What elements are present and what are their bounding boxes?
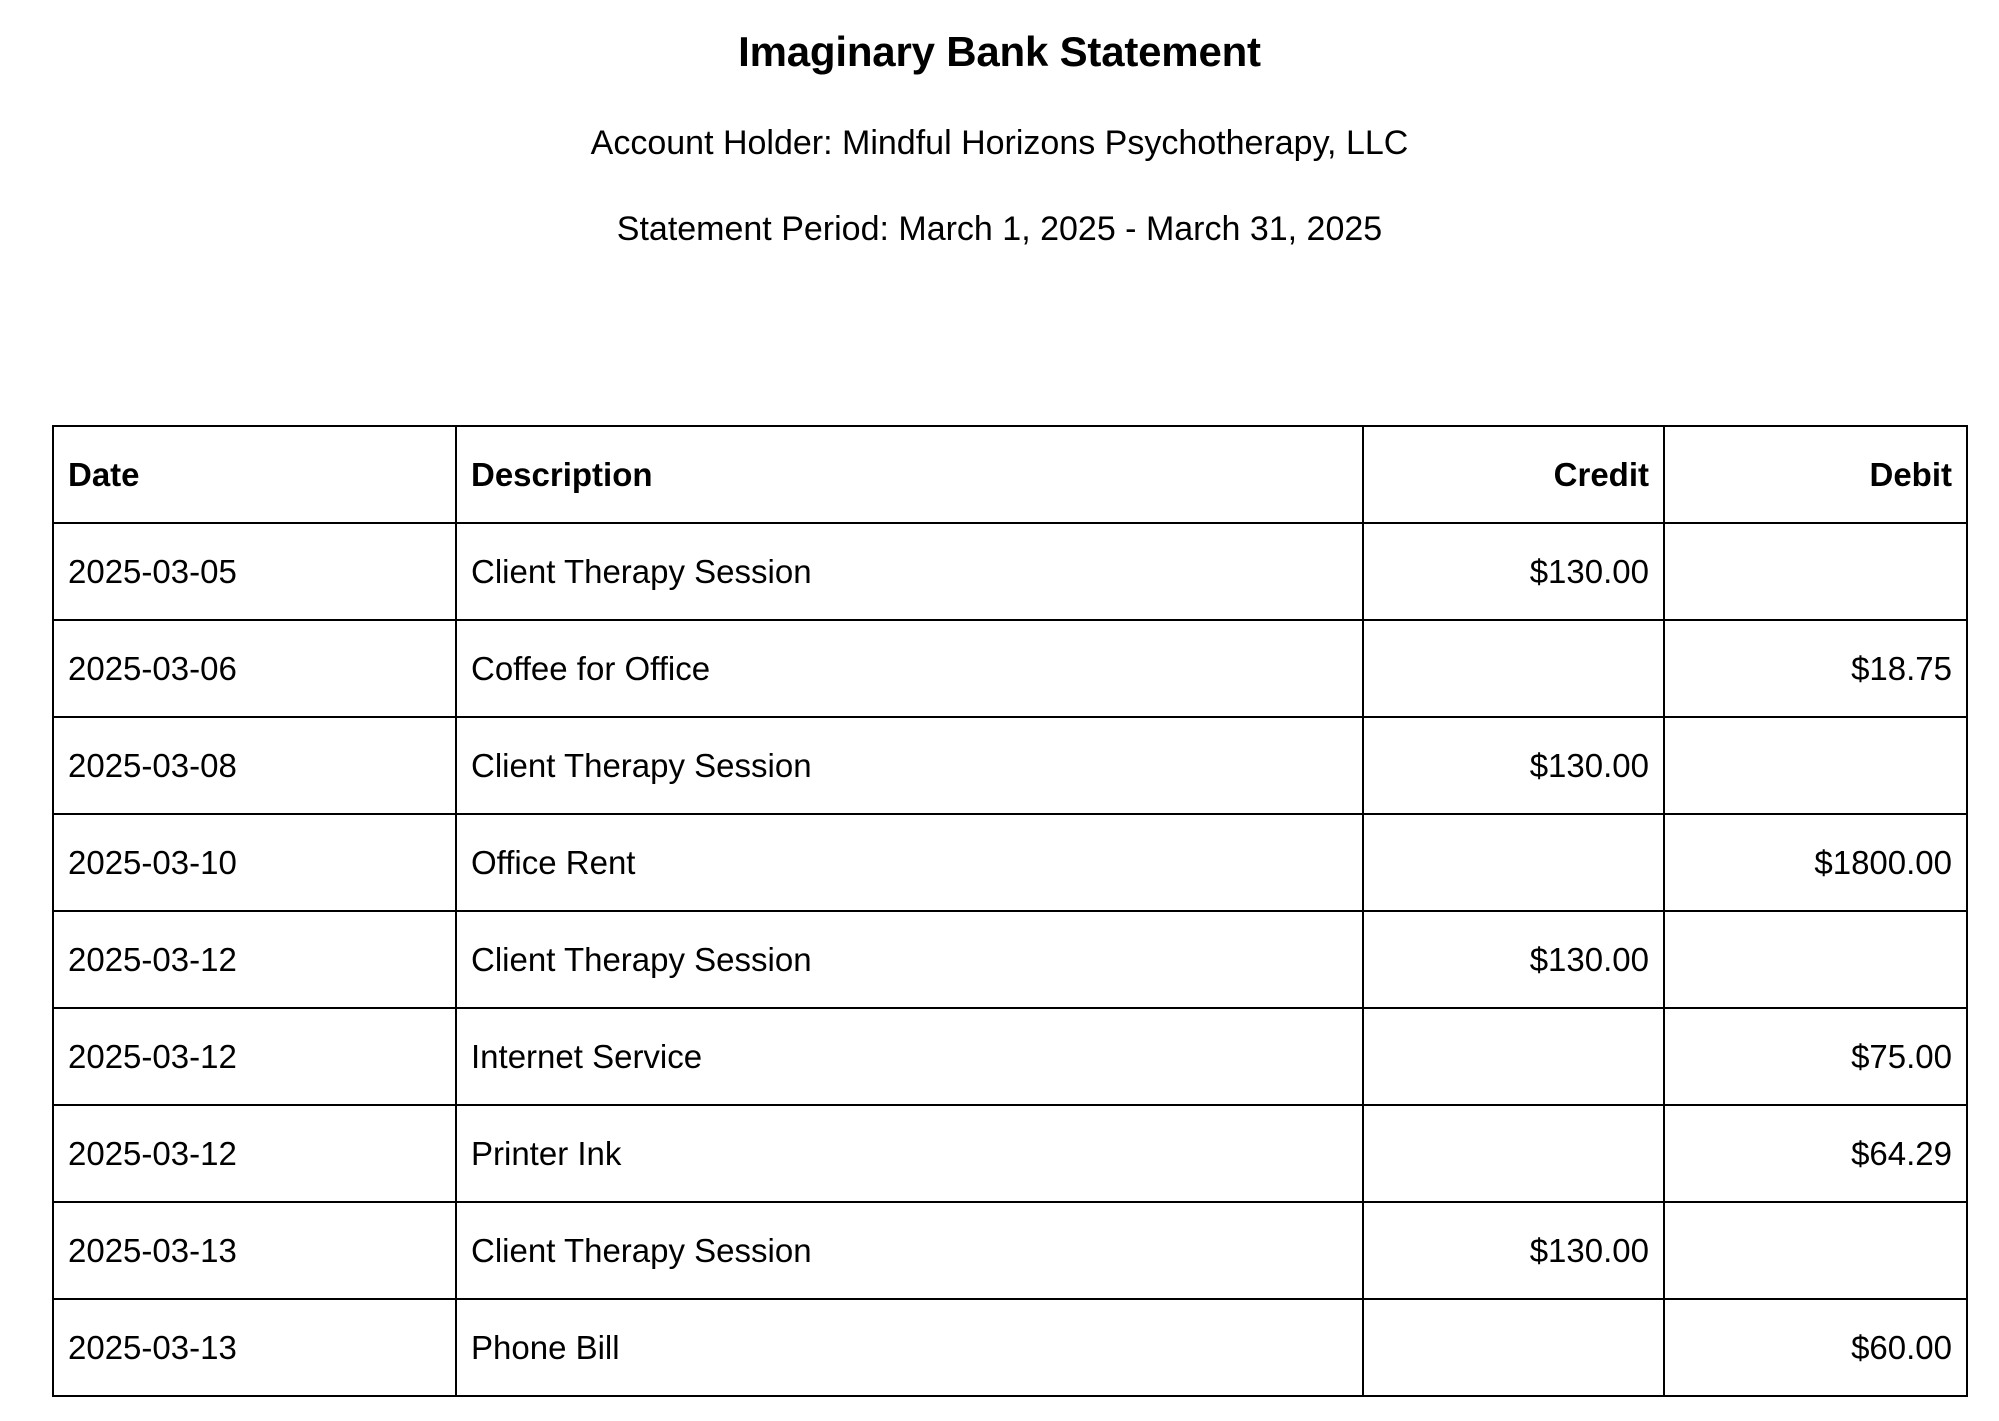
cell-date: 2025-03-10 — [53, 814, 456, 911]
table-row — [53, 1105, 1967, 1202]
cell-debit — [1664, 523, 1967, 620]
cell-date: 2025-03-12 — [53, 1008, 456, 1105]
cell-credit: $130.00 — [1363, 523, 1664, 620]
cell-credit — [1363, 1008, 1664, 1105]
cell-date: 2025-03-13 — [53, 1299, 456, 1396]
cell-debit: $64.29 — [1664, 1105, 1967, 1202]
table-header-row — [53, 426, 1967, 523]
table-row — [53, 1202, 1967, 1299]
cell-date: 2025-03-13 — [53, 1202, 456, 1299]
column-header-credit: Credit — [1363, 426, 1664, 523]
cell-description: Client Therapy Session — [456, 911, 1363, 1008]
cell-credit — [1363, 1299, 1664, 1396]
cell-date: 2025-03-12 — [53, 911, 456, 1008]
cell-description: Client Therapy Session — [456, 717, 1363, 814]
cell-date: 2025-03-08 — [53, 717, 456, 814]
table-row — [53, 911, 1967, 1008]
cell-description: Coffee for Office — [456, 620, 1363, 717]
table-row — [53, 523, 1967, 620]
column-header-description: Description — [456, 426, 1363, 523]
cell-credit — [1363, 1105, 1664, 1202]
statement-period-line: Statement Period: March 1, 2025 - March 31, 2025 — [616, 210, 1383, 249]
cell-credit: $130.00 — [1363, 1202, 1664, 1299]
cell-description: Phone Bill — [456, 1299, 1363, 1396]
cell-debit — [1664, 717, 1967, 814]
cell-date: 2025-03-12 — [53, 1105, 456, 1202]
table-row — [53, 1299, 1967, 1396]
page-title: Imaginary Bank Statement — [738, 28, 1261, 75]
cell-credit: $130.00 — [1363, 911, 1664, 1008]
table-row — [53, 814, 1967, 911]
table-row — [53, 717, 1967, 814]
cell-credit — [1363, 814, 1664, 911]
cell-description: Client Therapy Session — [456, 523, 1363, 620]
transactions-table-container — [52, 425, 1966, 1397]
table-header — [53, 426, 1967, 523]
cell-credit: $130.00 — [1363, 717, 1664, 814]
cell-description: Internet Service — [456, 1008, 1363, 1105]
cell-description: Office Rent — [456, 814, 1363, 911]
column-header-debit: Debit — [1664, 426, 1967, 523]
table-body — [53, 523, 1967, 1396]
cell-debit — [1664, 911, 1967, 1008]
table-row — [53, 620, 1967, 717]
cell-debit: $60.00 — [1664, 1299, 1967, 1396]
account-holder-line: Account Holder: Mindful Horizons Psychotherapy, LLC — [590, 124, 1409, 163]
cell-credit — [1363, 620, 1664, 717]
cell-debit — [1664, 1202, 1967, 1299]
cell-debit: $1800.00 — [1664, 814, 1967, 911]
column-header-date: Date — [53, 426, 456, 523]
cell-description: Client Therapy Session — [456, 1202, 1363, 1299]
table-row — [53, 1008, 1967, 1105]
cell-debit: $75.00 — [1664, 1008, 1967, 1105]
transactions-table — [52, 425, 1968, 1397]
cell-date: 2025-03-05 — [53, 523, 456, 620]
document-header — [0, 0, 1999, 249]
cell-date: 2025-03-06 — [53, 620, 456, 717]
cell-description: Printer Ink — [456, 1105, 1363, 1202]
cell-debit: $18.75 — [1664, 620, 1967, 717]
